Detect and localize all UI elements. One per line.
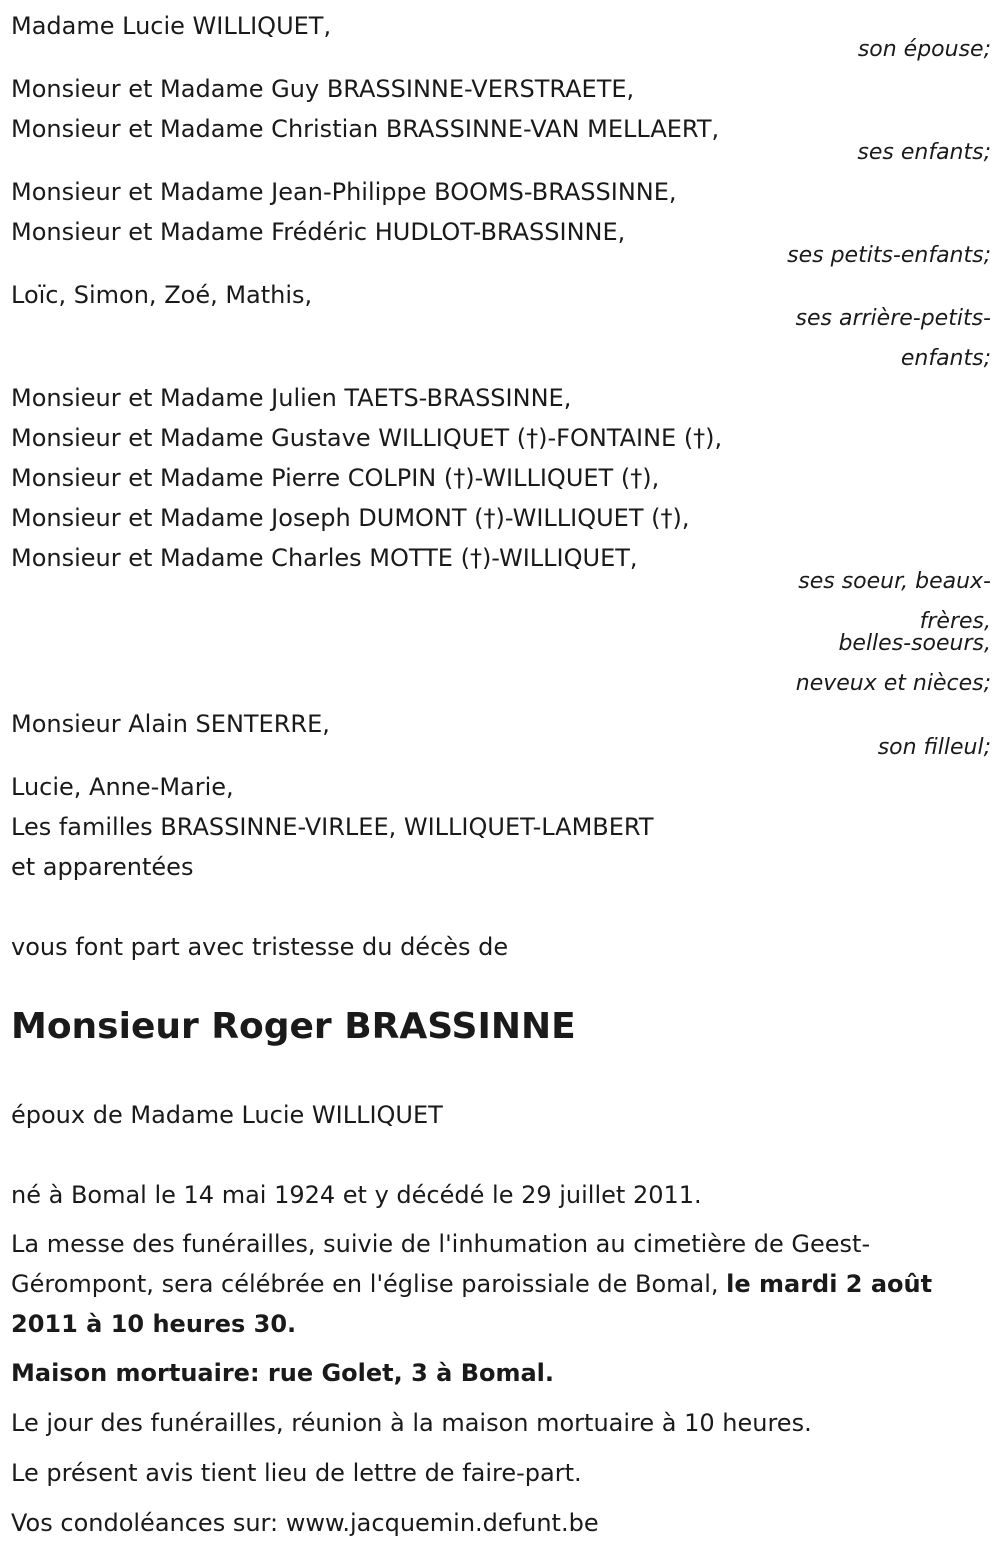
grandchildren-role: ses petits-enfants; xyxy=(787,243,991,268)
sibling-name: Monsieur et Madame Charles MOTTE (†)-WILLIQUET, xyxy=(11,544,638,572)
godson-role: son filleul; xyxy=(877,735,991,760)
funeral-date: le mardi 2 août 2011 à 10 heures 30. xyxy=(11,1270,933,1338)
siblings-role-3: belles-soeurs, xyxy=(838,631,991,656)
meeting-text: Le jour des funérailles, réunion à la maison mortuaire à 10 heures. xyxy=(11,1409,812,1437)
great-grandchildren-names: Loïc, Simon, Zoé, Mathis, xyxy=(11,281,313,309)
funeral-text: La messe des funérailles, suivie de l'inhumation au cimetière de Geest-Gérompont, sera célébrée en l'église paroissiale de Bomal, xyxy=(11,1230,871,1298)
spouse-role: son épouse; xyxy=(857,37,991,62)
great-grandchildren-role-2: enfants; xyxy=(900,346,991,371)
great-grandchildren-role-1: ses arrière-petits- xyxy=(795,306,991,331)
spouse-of-text: époux de Madame Lucie WILLIQUET xyxy=(11,1101,443,1129)
condolences-text: Vos condoléances sur: www.jacquemin.defunt.be xyxy=(11,1509,599,1537)
announcement-text: vous font part avec tristesse du décès de xyxy=(11,933,509,961)
other-relatives: Lucie, Anne-Marie, xyxy=(11,773,234,801)
children-role: ses enfants; xyxy=(857,140,991,165)
grandchild-name: Monsieur et Madame Jean-Philippe BOOMS-BRASSINNE, xyxy=(11,178,677,206)
sibling-name: Monsieur et Madame Joseph DUMONT (†)-WILLIQUET (†), xyxy=(11,504,690,532)
child-name: Monsieur et Madame Christian BRASSINNE-VAN MELLAERT, xyxy=(11,115,720,143)
sibling-name: Monsieur et Madame Pierre COLPIN (†)-WILLIQUET (†), xyxy=(11,464,660,492)
grandchild-name: Monsieur et Madame Frédéric HUDLOT-BRASSINNE, xyxy=(11,218,626,246)
child-name: Monsieur et Madame Guy BRASSINNE-VERSTRAETE, xyxy=(11,75,635,103)
godson-name: Monsieur Alain SENTERRE, xyxy=(11,710,330,738)
funeral-paragraph xyxy=(11,1224,971,1344)
siblings-role-2: frères, xyxy=(919,609,991,634)
siblings-role-1: ses soeur, beaux- xyxy=(798,569,991,594)
notice-text: Le présent avis tient lieu de lettre de faire-part. xyxy=(11,1459,582,1487)
mortuary-address: Maison mortuaire: rue Golet, 3 à Bomal. xyxy=(11,1359,555,1387)
other-relatives: Les familles BRASSINNE-VIRLEE, WILLIQUET-LAMBERT xyxy=(11,813,654,841)
sibling-name: Monsieur et Madame Julien TAETS-BRASSINNE, xyxy=(11,384,572,412)
spouse-name: Madame Lucie WILLIQUET, xyxy=(11,12,332,40)
deceased-name: Monsieur Roger BRASSINNE xyxy=(11,1006,576,1047)
other-relatives: et apparentées xyxy=(11,853,194,881)
birth-death-text: né à Bomal le 14 mai 1924 et y décédé le 29 juillet 2011. xyxy=(11,1181,702,1209)
siblings-role-4: neveux et nièces; xyxy=(795,671,991,696)
sibling-name: Monsieur et Madame Gustave WILLIQUET (†)-FONTAINE (†), xyxy=(11,424,723,452)
